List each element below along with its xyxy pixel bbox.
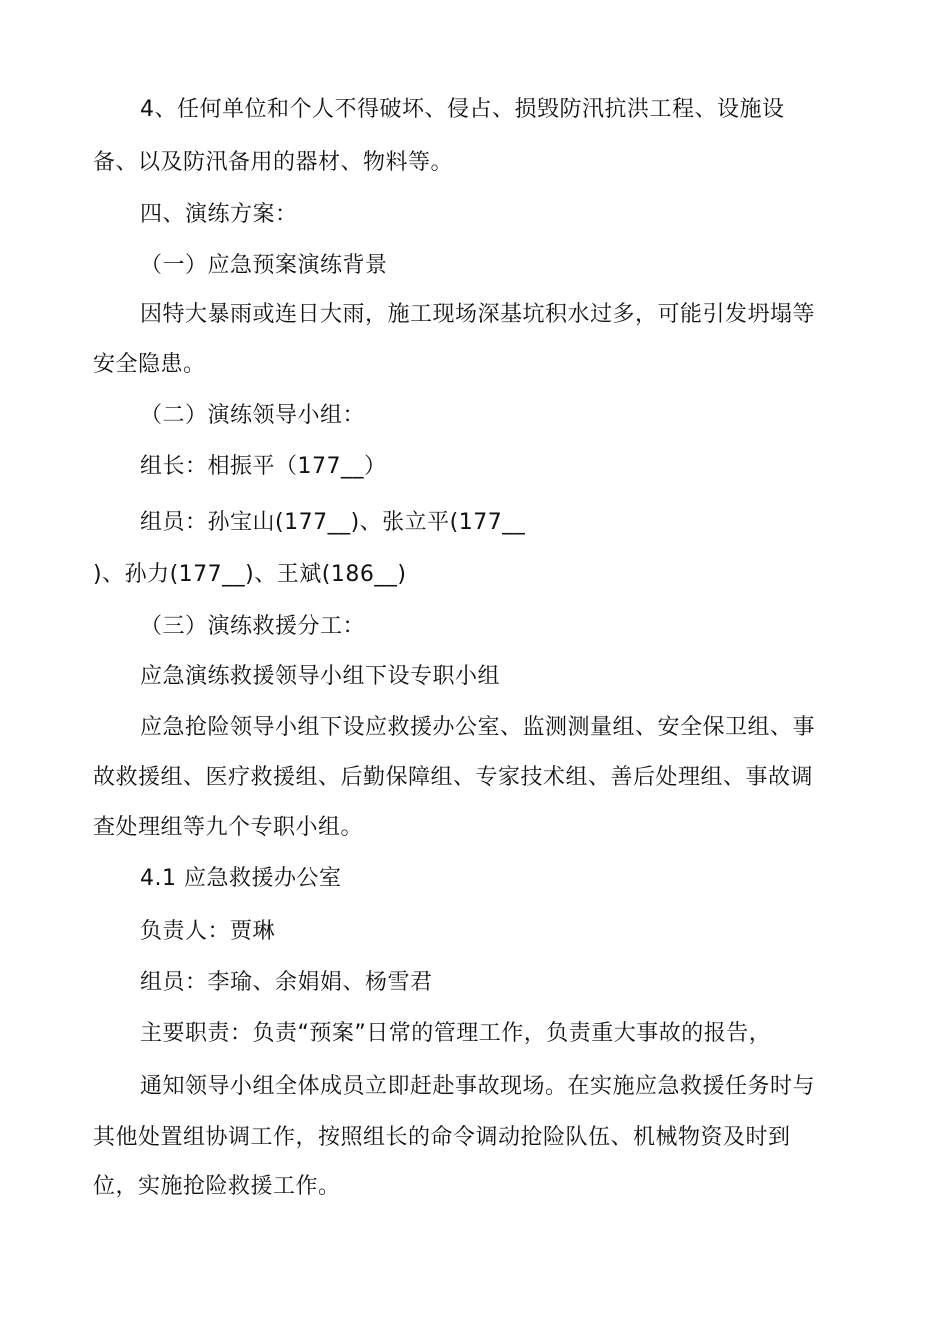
text-line: )、孙力(177__)、王斌(186__) bbox=[93, 562, 407, 587]
subsection-heading: （一）应急预案演练背景 bbox=[140, 253, 388, 278]
text-line: 主要职责：负责“预案”日常的管理工作，负责重大事故的报告， bbox=[140, 1021, 772, 1046]
text-line: 备、以及防汛备用的器材、物料等。 bbox=[93, 150, 454, 175]
text-line: 查处理组等九个专职小组。 bbox=[93, 815, 364, 840]
text-line: 安全隐患。 bbox=[93, 352, 206, 377]
text-line: 组员：李瑜、余娟娟、杨雪君 bbox=[140, 970, 433, 995]
text-line: 通知领导小组全体成员立即赶赴事故现场。在实施应急救援任务时与 bbox=[140, 1074, 816, 1099]
text-line: 故救援组、医疗救援组、后勤保障组、专家技术组、善后处理组、事故调 bbox=[93, 765, 814, 790]
text-line: 组长：相振平（177__） bbox=[140, 454, 387, 479]
text-line: 应急演练救援领导小组下设专职小组 bbox=[140, 664, 501, 689]
text-line: 4、任何单位和个人不得破坏、侵占、损毁防汛抗洪工程、设施设 bbox=[140, 97, 785, 122]
subsection-heading: （三）演练救援分工： bbox=[140, 614, 366, 639]
section-heading: 四、演练方案： bbox=[140, 202, 298, 227]
subsection-heading: 4.1 应急救援办公室 bbox=[140, 866, 342, 891]
text-line: 组员：孙宝山(177__)、张立平(177__ bbox=[140, 510, 526, 535]
text-line: 其他处置组协调工作，按照组长的命令调动抢险队伍、机械物资及时到 bbox=[93, 1125, 791, 1150]
text-line: 应急抢险领导小组下设应救援办公室、监测测量组、安全保卫组、事 bbox=[140, 715, 816, 740]
text-line: 因特大暴雨或连日大雨，施工现场深基坑积水过多，可能引发坍塌等 bbox=[140, 302, 816, 327]
text-line: 负责人：贾琳 bbox=[140, 919, 276, 944]
text-line: 位，实施抢险救援工作。 bbox=[93, 1174, 341, 1199]
subsection-heading: （二）演练领导小组： bbox=[140, 403, 366, 428]
